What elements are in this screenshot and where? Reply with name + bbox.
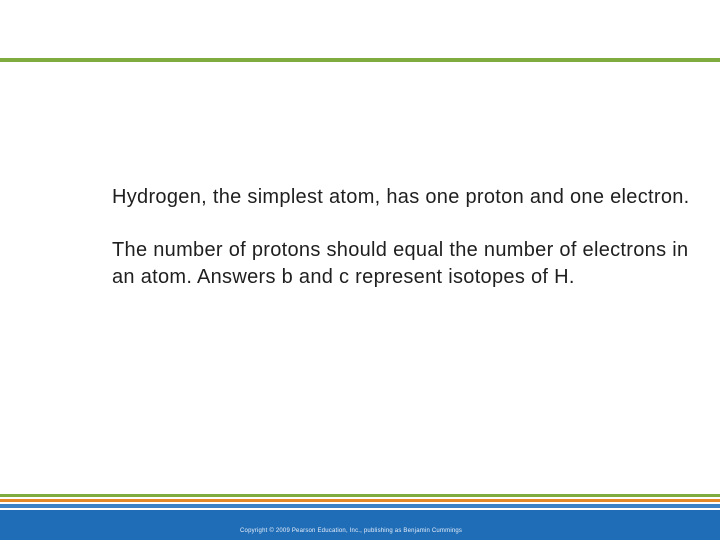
paragraph-protons: The number of protons should equal the number of electrons in an atom. Answers b and c represent isotopes of H. xyxy=(112,239,689,288)
copyright-notice: Copyright © 2009 Pearson Education, Inc., publishing as Benjamin Cummings xyxy=(240,528,463,534)
footer-stripe-orange xyxy=(0,499,720,502)
footer-band xyxy=(0,494,720,540)
paragraph-hydrogen: Hydrogen, the simplest atom, has one proton and one electron. xyxy=(112,186,690,208)
top-divider xyxy=(0,58,720,62)
slide-body xyxy=(112,184,692,291)
footer-bar xyxy=(0,510,720,540)
footer-stripe-green xyxy=(0,494,720,497)
footer-stripe-blue xyxy=(0,504,720,508)
